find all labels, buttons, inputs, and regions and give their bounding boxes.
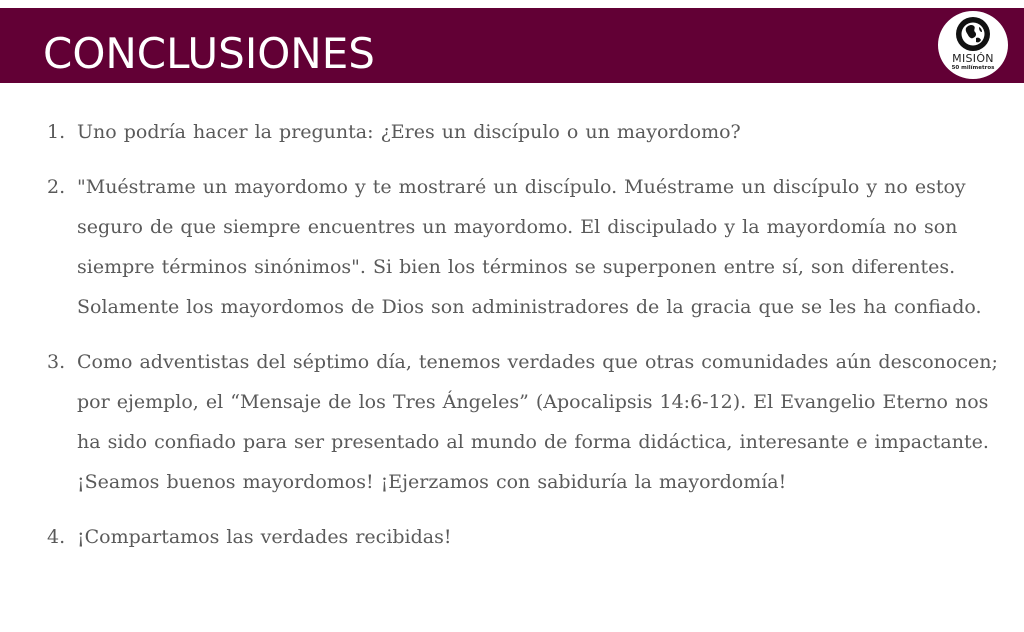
- list-item-text: "Muéstrame un mayordomo y te mostraré un discípulo. Muéstrame un discípulo y no estoy seguro de que siempre encuentres un mayordomo. El discipulado y la mayordomía no son siempre términos sinónimos". Si bien los términos se superponen entre sí, son diferentes. Solamente los mayordomos de Dios son administradores de la gracia que se les ha confiado.: [77, 176, 982, 318]
- list-item-text: Uno podría hacer la pregunta: ¿Eres un discípulo o un mayordomo?: [77, 121, 741, 143]
- list-item: [44, 112, 1004, 152]
- logo-word: MISIÓN: [952, 52, 994, 65]
- list-item-number: 2.: [47, 176, 66, 198]
- conclusions-list: [44, 112, 1004, 572]
- list-item: [44, 342, 1004, 502]
- list-item-number: 4.: [47, 526, 66, 548]
- list-item-text: ¡Compartamos las verdades recibidas!: [77, 526, 452, 548]
- title-bar: [0, 8, 1024, 83]
- globe-icon: [955, 16, 991, 52]
- list-item-number: 1.: [47, 121, 66, 143]
- list-item: [44, 167, 1004, 327]
- mision-logo: [936, 9, 1010, 81]
- list-item-text: Como adventistas del séptimo día, tenemos verdades que otras comunidades aún desconocen; por ejemplo, el “Mensaje de los Tres Ángeles” (Apocalipsis 14:6-12). El Evangelio Eterno nos ha sido confiado para ser presentado al mundo de forma didáctica, interesante e impactante. ¡Seamos buenos mayordomos! ¡Ejerzamos con sabiduría la mayordomía!: [77, 351, 998, 493]
- list-item-number: 3.: [47, 351, 66, 373]
- logo-subtitle: 50 milímetros: [951, 65, 995, 71]
- list-item: [44, 517, 1004, 557]
- slide-title: CONCLUSIONES: [43, 29, 375, 78]
